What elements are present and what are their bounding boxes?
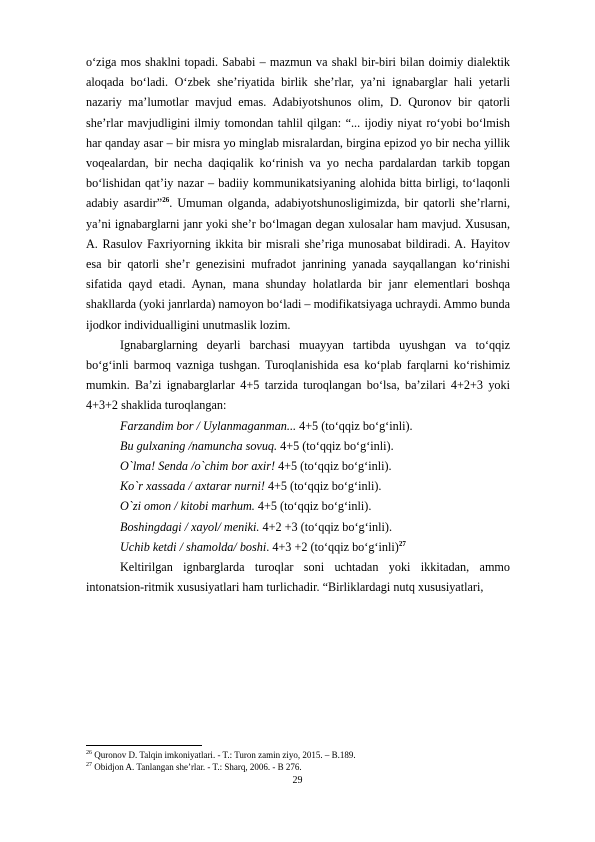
meter-note: . 4+3 +2 (to‘qqiz bo‘g‘inli) bbox=[266, 539, 399, 554]
poem-example bbox=[86, 416, 510, 436]
meter-note: 4+5 (to‘qqiz bo‘g‘inli). bbox=[264, 479, 382, 494]
meter-note: 4+2 +3 (to‘qqiz bo‘g‘inli). bbox=[259, 519, 393, 534]
footnote-marker[interactable]: 27 bbox=[398, 539, 406, 548]
footnote-separator bbox=[86, 745, 202, 746]
footnote bbox=[86, 749, 510, 761]
poem-line: Uchib ketdi / shamolda/ boshi bbox=[120, 539, 267, 554]
paragraph: o‘ziga mos shaklni topadi. Sababi – mazmun va shakl bir-biri bilan doimiy dialektik aloqada bo‘ladi. O‘zbek she’riyatida birlik she’rlar, ya’ni ignabarglar hali yetarli nazariy ma’lumotlar mavjud emas. Adabiyotshunos olim, D. Quronov bir qatorli she’rlar mavjudligini ilmiy tomondan tahlil qilgan: “... ijodiy niyat ro‘yobi bo‘lmish har qanday asar – bir misra yo minglab misralardan, birgina epizod yo bir necha yillik voqealardan, bir necha daqiqalik ko‘rinish va yo necha pardalardan tarkib topgan bo‘lishidan qat’iy nazar – badiiy kommunikatsiyaning alohida bitta birligi, to‘laqonli adabiy asardir”$^{26}$. Umuman olganda, adabiyotshunosligimizda, bir qatorli she’rlarni, ya’ni ignabarglarni janr yoki she’r bo‘lmagan degan xulosalar ham mavjud. Xususan, A. Rasulov Faxriyorning ikkita bir misrali she’riga munosabat bildiradi. A. Hayitov esa bir qatorli she’r genezisini mufradot janrining yanada sayqallangan ko‘rinishi sifatida qayd etadi. Aynan, mana shunday holatlarda bir janr elementlari boshqa shakllarda (yoki janrlarda) namoyon bo‘ladi – modifikatsiyaga uchraydi. Ammo bunda ijodkor individualligini unutmaslik lozim. bbox=[86, 55, 510, 332]
poem-line: Boshingdagi / xayol/ meniki. bbox=[120, 519, 260, 534]
poem-example bbox=[86, 496, 510, 516]
meter-note: 4+5 (to‘qqiz bo‘g‘inli). bbox=[296, 418, 413, 433]
footnotes bbox=[86, 749, 510, 773]
footnote bbox=[86, 761, 510, 773]
main-text bbox=[86, 52, 510, 597]
paragraph: Ignabarglarning deyarli barchasi muayyan tartibda uyushgan va to‘qqiz bo‘g‘inli barmoq vazniga tushgan. Turoqlanishida esa ko‘plab farqlarni ko‘rishimiz mumkin. Ba’zi ignabarglarlar 4+5 tarzida turoqlangan bo‘lsa, ba’zilari 4+2+3 yoki 4+3+2 shaklida turoqlangan: bbox=[86, 337, 510, 413]
footnote-marker[interactable]: 26 bbox=[162, 196, 170, 205]
poem-line: O`zi omon / kitobi marhum. bbox=[120, 499, 255, 514]
poem-line: O`lma! Senda /o`chim bor axir! bbox=[120, 459, 276, 474]
meter-note: 4+5 (to‘qqiz bo‘g‘inli). bbox=[275, 459, 392, 474]
poem-example bbox=[86, 517, 510, 537]
paragraph: Keltirilgan ignbarglarda turoqlar soni uchtadan yoki ikkitadan, ammo intonatsion-ritmik xususiyatlari ham turlichadir. “Birliklardagi nutq xususiyatlari, bbox=[86, 560, 510, 595]
poem-line: Bu gulxaning /namuncha sovuq. bbox=[120, 438, 278, 453]
poem-example bbox=[86, 456, 510, 476]
poem-example bbox=[86, 537, 510, 557]
poem-example bbox=[86, 476, 510, 496]
page-number: 29 bbox=[292, 775, 303, 786]
footnote-number: 27 bbox=[86, 762, 92, 768]
poem-line: Ko`r xassada / axtarar nurni! bbox=[120, 479, 265, 494]
meter-note: 4+5 (to‘qqiz bo‘g‘inli). bbox=[254, 499, 372, 514]
paragraph-text: Umuman olganda, adabiyotshunosligimizda, bir qatorli she’rlarni, ya’ni ignabarglarni janr yoki she’r bo‘lmagan degan xulosalar ham mavjud. Xususan, A. Rasulov Faxriyorning ikkita bir misrali she’riga munosabat bildiradi. A. Hayitov esa bir qatorli she’r genezisini mufradot janrining yanada sayqallangan ko‘rinishi sifatida qayd etadi. Aynan, mana shunday holatlarda bir janr elementlari boshqa shakllarda (yoki janrlarda) namoyon bo‘ladi – modifikatsiyaga uchraydi. Ammo bunda ijodkor individualligini unutmaslik lozim. bbox=[86, 196, 510, 332]
footnote-number: 26 bbox=[86, 750, 92, 756]
footnote-text: Obidjon A. Tanlangan she’rlar. - T.: Sharq, 2006. - B 276. bbox=[92, 762, 302, 772]
footnote-text: Quronov D. Talqin imkoniyatlari. - T.: Turon zamin ziyo, 2015. – B.189. bbox=[92, 750, 356, 760]
paragraph-text: o‘ziga mos shaklni topadi. Sababi – mazmun va shakl bir-biri bilan doimiy dialektik aloqada bo‘ladi. O‘zbek she’riyatida birlik she’rlar, ya’ni ignabarglar hali yetarli nazariy ma’lumotlar mavjud emas. Adabiyotshunos olim, D. Quronov bir qatorli she’rlar mavjudligini ilmiy tomondan tahlil qilgan: “... ijodiy niyat ro‘yobi bo‘lmish har qanday asar – bir misra yo minglab misralardan, birgina epizod yo bir necha yillik voqealardan, bir necha daqiqalik ko‘rinish va yo necha pardalardan tarkib topgan bo‘lishidan qat’iy nazar – badiiy kommunikatsiyaning alohida bitta birligi, to‘laqonli adabiy asardir” bbox=[86, 55, 510, 211]
meter-note: 4+5 (to‘qqiz bo‘g‘inli). bbox=[277, 438, 394, 453]
poem-example bbox=[86, 436, 510, 456]
poem-line: Farzandim bor / Uylanmaganman... bbox=[120, 418, 297, 433]
